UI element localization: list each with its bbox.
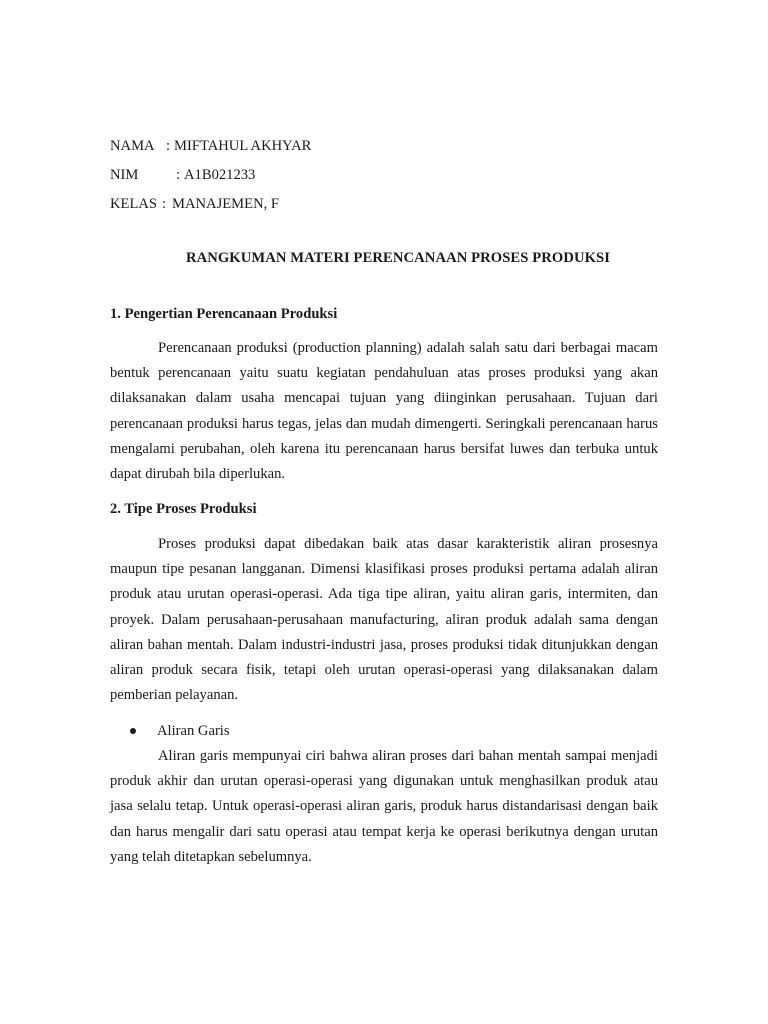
class-colon: : [162,196,167,212]
nim-line [110,165,658,194]
section-2-heading: 2. Tipe Proses Produksi [110,501,257,517]
class-line [110,194,658,223]
bullet-item-aliran-garis [110,720,658,742]
section-1-paragraph: Perencanaan produksi (production planning) adalah salah satu dari berbagai macam bentuk perencanaan yaitu suatu kegiatan pendahuluan atas proses produksi yang akan dilaksanakan dalam usaha mencapai tujuan yang diinginkan perusahaan. Tujuan dari perencanaan produksi harus tegas, jelas dan mudah dimengerti. Seringkali perencanaan harus mengalami perubahan, oleh karena itu perencanaan harus bersifat luwes dan terbuka untuk dapat dirubah bila diperlukan. [110,340,658,483]
class-value: MANAJEMEN, F [172,196,280,212]
bullet-icon [130,728,136,734]
name-label: NAMA [110,138,155,154]
document-title: RANGKUMAN MATERI PERENCANAAN PROSES PRODUKSI [185,250,611,266]
name-value: MIFTAHUL AKHYAR [174,138,312,154]
section-1-heading: 1. Pengertian Perencanaan Produksi [110,306,338,322]
nim-value: A1B021233 [184,167,256,183]
bullet-1-paragraph: Aliran garis mempunyai ciri bahwa aliran proses dari bahan mentah sampai menjadi produk akhir dan urutan operasi-operasi yang digunakan untuk menghasilkan produk atau jasa selalu tetap. Untuk operasi-operasi aliran garis, produk harus distandarisasi dengan baik dan harus mengalir dari satu operasi atau tempat kerja ke operasi berikutnya dengan urutan yang telah ditetapkan sebelumnya. [110,748,658,865]
name-colon: : [166,138,171,154]
nim-colon: : [176,167,181,183]
nim-label: NIM [110,167,139,183]
class-label: KELAS [110,196,158,212]
name-line [110,136,658,165]
student-identity-block [110,136,658,223]
section-2-paragraph: Proses produksi dapat dibedakan baik atas dasar karakteristik aliran prosesnya maupun tipe pesanan langganan. Dimensi klasifikasi proses produksi pertama adalah aliran produk atau urutan operasi-operasi. Ada tiga tipe aliran, yaitu aliran garis, intermiten, dan proyek. Dalam perusahaan-perusahaan manufacturing, aliran produk adalah sama dengan aliran bahan mentah. Dalam industri-industri jasa, proses produksi tidak ditunjukkan dengan aliran produk secara fisik, tetapi oleh urutan operasi-operasi yang dilaksanakan dalam pemberian pelayanan. [110,536,658,704]
bullet-label: Aliran Garis [157,723,230,739]
